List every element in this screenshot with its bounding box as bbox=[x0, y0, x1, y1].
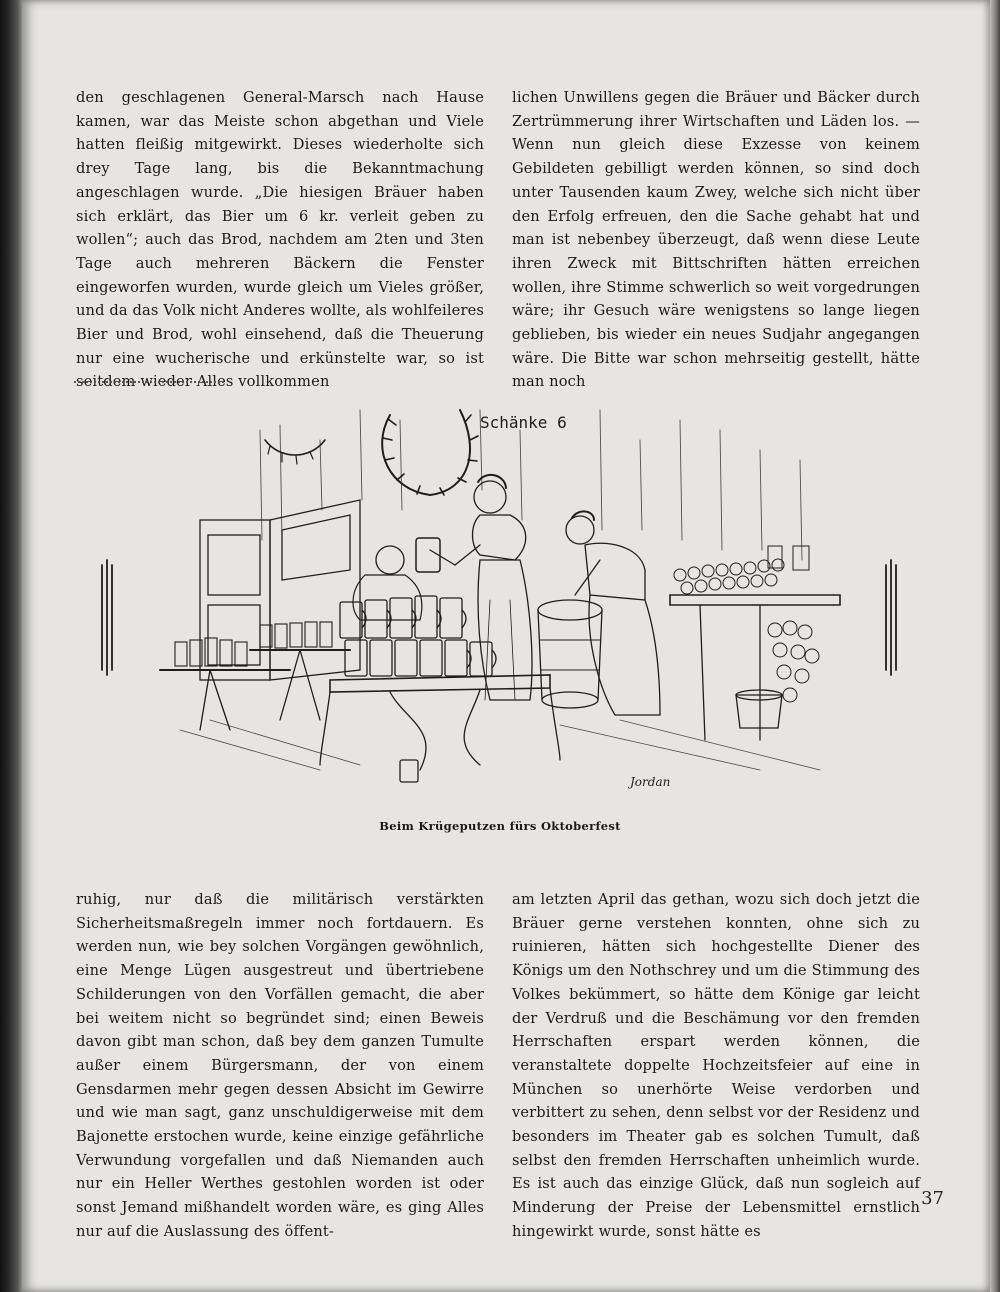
paragraph: lichen Unwillens gegen die Bräuer und Bäcker durch Zertrümmerung ihrer Wirtschaften und Läden los. — Wenn nun gleich diese Exzesse von keinem Gebildeten gebilligt werden können, so sind doch unter Tausenden kaum Zwey, welche sich nicht über den Erfolg erfreuen, den die Sache gehabt hat und man ist nebenbey überzeugt, daß wenn diese Leute ihren Zweck mit Bittschriften hätten erreichen wollen, ihre Stimme schwerlich so weit vorgedrungen wäre; ihr Gesuch wäre wenigstens so lange liegen geblieben, bis wieder ein neues Sudjahr angegangen wäre. Die Bitte war schon mehrseitig gestellt, hätte man noch bbox=[512, 89, 920, 391]
paragraph: den geschlagenen General-Marsch nach Hause kamen, war das Meiste schon abgethan und Viele hatten fleißig mitgewirkt. Dieses wiederholte sich drey Tage lang, bis die Bekanntmachung angeschlagen wurde. „Die hiesigen Bräuer haben sich erklärt, das Bier um 6 kr. verleit geben zu wollen“; auch das Brod, nachdem am 2ten und 3ten Tage auch mehreren Bäckern die Fenster eingeworfen wurden, wurde gleich um Vieles größer, und da das Volk nicht Anderes wollte, als wohlfeileres Bier und Brod, wohl einsehend, daß die Theuerung nur eine wucherische und erkünstelte war, so ist seitdem wieder Alles vollkommen bbox=[76, 89, 485, 391]
text-column-bottom-right bbox=[512, 888, 920, 1244]
book-gutter-shadow bbox=[0, 0, 22, 1292]
page-number: 37 bbox=[921, 1188, 944, 1209]
text-column-top-left bbox=[76, 86, 484, 394]
paragraph: am letzten April das gethan, wozu sich doch jetzt die Bräuer gerne verstehen konnten, ohne sich zu ruinieren, hätten sich hochgestellte Diener des Königs um den Nothschrey und um die Stimmung des Volkes bekümmert, so hätte dem Könige gar leicht der Verdruß und die Beschämung vor den fremden Herrschaften erspart werden können, die veranstaltete doppelte Hochzeitsfeier auf eine in München so unerhörte Weise verdorben und verbittert zu sehen, denn selbst vor der Residenz und besonders im Theater gab es solchen Tumult, daß selbst den fremden Herrschaften unheimlich wurde. Es ist auch das einzige Glück, daß nun sogleich auf Minderung der Preise der Lebensmittel ernstlich hingewirkt wurde, sonst hätte es bbox=[512, 891, 920, 1240]
artist-signature: Jordan bbox=[630, 775, 671, 789]
page-edge bbox=[990, 0, 1000, 1292]
paragraph: ruhig, nur daß die militärisch verstärkten Sicherheitsmaßregeln immer noch fortdauern. Es werden nun, wie bey solchen Vorgängen gewöhnlich, eine Menge Lügen ausgestreut und übertriebene Schilderungen von den Vorfällen gemacht, die aber bei weitem nicht so begründet sind; einen Beweis davon gibt man schon, daß bey dem ganzen Tumulte außer einem Bürgersmann, der von einem Gensdarmen mehr gegen dessen Absicht im Gewirre und wie man sagt, ganz unschuldigerweise mit dem Bajonette erstochen wurde, keine einzige gefährliche Verwundung vorgefallen und daß Niemanden auch nur ein Heller Werthes gestohlen worden ist oder sonst Jemand mißhandelt worden wäre, es ging Alles nur auf die Auslassung des öffent- bbox=[76, 891, 484, 1240]
text-column-bottom-left bbox=[76, 888, 484, 1244]
illustration-caption: Beim Krügeputzen fürs Oktoberfest bbox=[379, 819, 621, 833]
illustration-mug-cleaning bbox=[60, 370, 940, 810]
text-column-top-right bbox=[512, 86, 920, 394]
sign-text: Schänke 6 bbox=[480, 413, 567, 432]
